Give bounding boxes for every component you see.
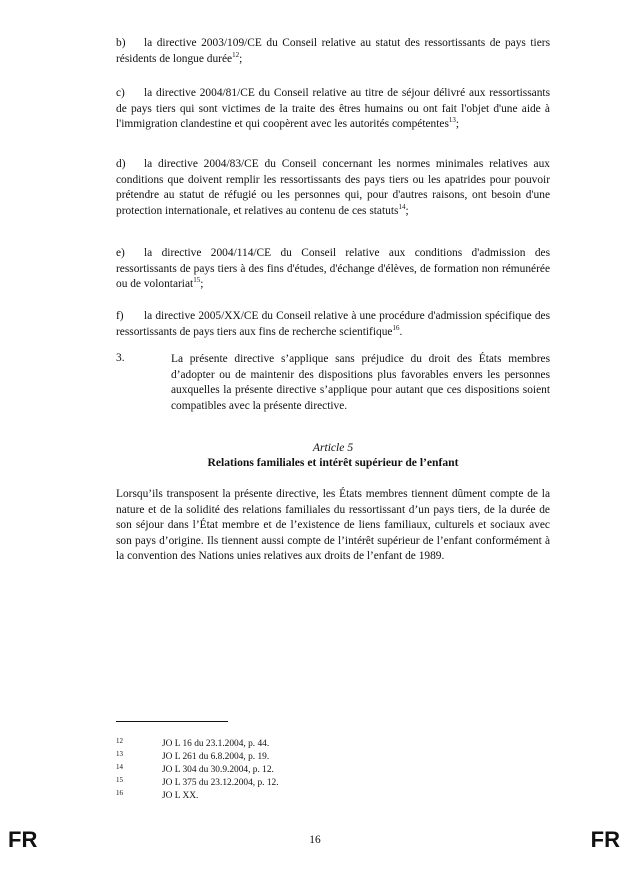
footnote-ref[interactable]: 13 xyxy=(448,116,456,125)
footnote-text: JO L XX. xyxy=(162,791,199,801)
item-text: la directive 2004/114/CE du Conseil relative aux conditions d'admission des ressortissants de pays tiers à des fins d'études, d'échange d'élèves, de formation non rémunérée ou de volontariat xyxy=(116,247,550,291)
list-item-d: d) la directive 2004/83/CE du Conseil concernant les normes minimales relatives aux conditions que doivent remplir les ressortissants des pays tiers ou les apatrides pour pouvoir prétendre au statut de réfugié ou les personnes qui, pour d'autres raisons, ont besoin d'une protection internationale, et relatives au contenu de ces statuts$^{14}$; xyxy=(116,158,550,217)
footnote-number: 12 xyxy=(116,737,123,745)
language-code-right: FR xyxy=(590,827,620,852)
item-text: la directive 2004/83/CE du Conseil concernant les normes minimales relatives aux conditions que doivent remplir les ressortissants des pays tiers ou les apatrides pour pouvoir prétendre au statut de réfugié ou les personnes qui, pour d'autres raisons, ont besoin d'une protection internationale, et relatives au contenu de ces statuts xyxy=(116,158,550,217)
item-label: e) xyxy=(116,247,125,259)
footnote-text: JO L 16 du 23.1.2004, p. 44. xyxy=(162,739,270,749)
footnote-ref[interactable]: 15 xyxy=(193,276,201,285)
item-label: d) xyxy=(116,158,126,170)
footnote-ref[interactable]: 14 xyxy=(398,202,406,211)
item-text: la directive 2003/109/CE du Conseil relative au statut des ressortissants de pays tiers résidents de longue durée xyxy=(116,37,550,65)
list-item-f: f) la directive 2005/XX/CE du Conseil relative à une procédure d'admission spécifique des ressortissants de pays tiers aux fins de recherche scientifique$^{16}$. xyxy=(116,310,550,338)
article-number: Article 5 xyxy=(312,441,354,454)
footnote-number: 15 xyxy=(116,776,123,784)
page-number: 16 xyxy=(309,834,321,846)
footnote-text: JO L 375 du 23.12.2004, p. 12. xyxy=(162,778,279,788)
article-body: Lorsqu’ils transposent la présente directive, les États membres tiennent dûment compte de la nature et de la solidité des relations familiales du ressortissant d’un pays tiers, de la durée de son séjour dans l’État membre et de l’existence de liens familiaux, culturels et sociaux avec son pays d’origine. Ils tiennent aussi compte de l’intérêt supérieur de l’enfant conformément à la convention des Nations unies relatives aux droits de l’enfant de 1989. xyxy=(116,488,550,563)
footnote-text: JO L 261 du 6.8.2004, p. 19. xyxy=(162,752,270,762)
item-text: la directive 2004/81/CE du Conseil relative au titre de séjour délivré aux ressortissants de pays tiers qui sont victimes de la traite des êtres humains ou ont fait l'objet d'une aide à l'immigration clandestine et qui coopèrent avec les autorités compétentes xyxy=(116,87,550,131)
footnote-number: 14 xyxy=(116,763,123,771)
list-item-b: b) la directive 2003/109/CE du Conseil relative au statut des ressortissants de pays tiers résidents de longue durée$^{12}$; xyxy=(116,37,550,65)
list-item-e: e) la directive 2004/114/CE du Conseil relative aux conditions d'admission des ressortissants de pays tiers à des fins d'études, d'échange d'élèves, de formation non rémunérée ou de volontariat$^{15}$; xyxy=(116,247,550,291)
paragraph-number: 3. xyxy=(116,352,125,364)
footnote-ref[interactable]: 12 xyxy=(232,50,240,59)
footnote-number: 13 xyxy=(116,750,123,758)
item-label: f) xyxy=(116,310,124,322)
paragraph-3-text: La présente directive s’applique sans préjudice du droit des États membres d’adopter ou de maintenir des dispositions plus favorables envers les personnes auxquelles la présente directive s’applique pour autant que ces dispositions soient compatibles avec la présente directive. xyxy=(171,353,550,412)
article-title: Relations familiales et intérêt supérieur de l’enfant xyxy=(207,456,459,469)
item-label: b) xyxy=(116,37,126,49)
list-item-c: c) la directive 2004/81/CE du Conseil relative au titre de séjour délivré aux ressortissants de pays tiers qui sont victimes de la traite des êtres humains ou ont fait l'objet d'une aide à l'immigration clandestine et qui coopèrent avec les autorités compétentes$^{13}$; xyxy=(116,87,550,131)
item-label: c) xyxy=(116,87,125,99)
footnote-ref[interactable]: 16 xyxy=(392,323,400,332)
footnote-text: JO L 304 du 30.9.2004, p. 12. xyxy=(162,765,274,775)
footnote-number: 16 xyxy=(116,789,123,797)
language-code-left: FR xyxy=(8,827,38,852)
item-text: la directive 2005/XX/CE du Conseil relative à une procédure d'admission spécifique des ressortissants de pays tiers aux fins de recherche scientifique xyxy=(116,310,550,338)
footnote-separator xyxy=(116,721,228,722)
